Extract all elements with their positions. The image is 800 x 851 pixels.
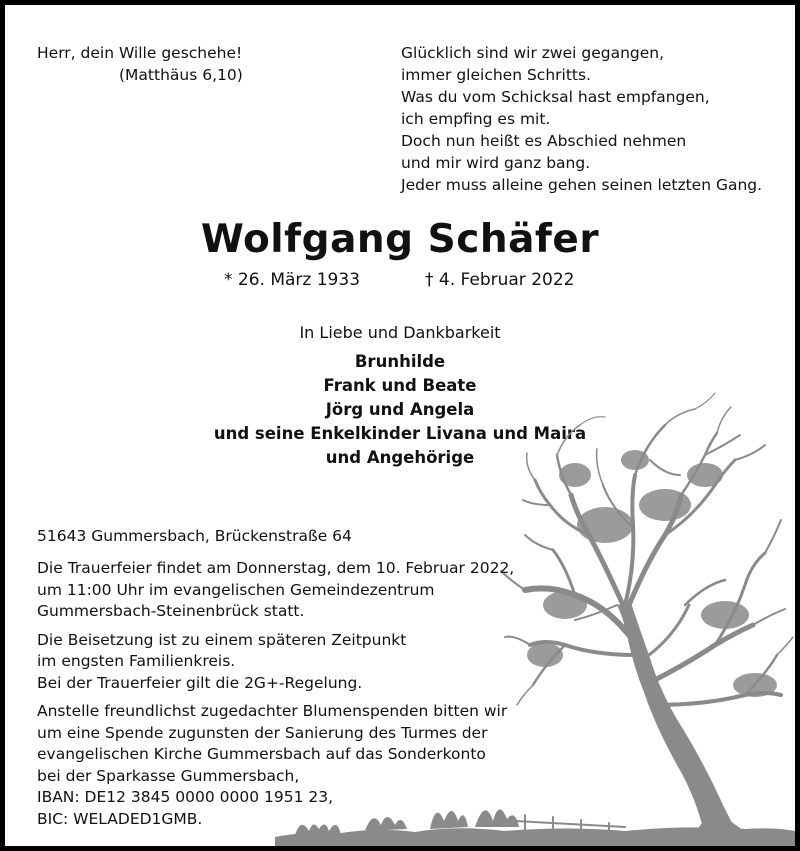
text-line: evangelischen Kirche Gummersbach auf das Sonderkonto bbox=[37, 745, 486, 763]
family-member: und seine Enkelkinder Livana und Maira bbox=[213, 424, 587, 443]
funeral-information bbox=[37, 558, 514, 837]
burial-paragraph bbox=[37, 630, 514, 695]
ceremony-paragraph bbox=[37, 558, 514, 623]
death-date: † 4. Februar 2022 bbox=[425, 270, 575, 290]
text-line: Gummersbach-Steinenbrück statt. bbox=[37, 602, 305, 620]
family-member: und Angehörige bbox=[325, 448, 475, 467]
dedication: In Liebe und Dankbarkeit bbox=[299, 323, 501, 342]
family-member: Jörg und Angela bbox=[325, 400, 475, 419]
poem-line: Was du vom Schicksal hast empfangen, bbox=[401, 88, 710, 106]
family-member: Frank und Beate bbox=[323, 376, 477, 395]
text-line: Bei der Trauerfeier gilt die 2G+-Regelung. bbox=[37, 673, 363, 692]
poem-line: Glücklich sind wir zwei gegangen, bbox=[401, 44, 665, 62]
family-member: Brunhilde bbox=[354, 352, 446, 371]
poem-line: ich empfing es mit. bbox=[401, 110, 551, 128]
text-line: um eine Spende zugunsten der Sanierung des Turmes der bbox=[37, 723, 488, 742]
bic-line: BIC: WELADED1GMB. bbox=[37, 809, 203, 828]
text-line: Die Beisetzung ist zu einem späteren Zeitpunkt bbox=[37, 630, 407, 649]
text-line: im engsten Familienkreis. bbox=[37, 652, 236, 670]
text-line: um 11:00 Uhr im evangelischen Gemeindezentrum bbox=[37, 580, 435, 599]
poem-line: immer gleichen Schritts. bbox=[401, 66, 591, 84]
bible-verse-reference: (Matthäus 6,10) bbox=[119, 66, 243, 84]
poem-line: Jeder muss alleine gehen seinen letzten Gang. bbox=[401, 176, 763, 194]
poem-line: Doch nun heißt es Abschied nehmen bbox=[401, 132, 687, 150]
text-line: Anstelle freundlichst zugedachter Blumenspenden bitten wir bbox=[37, 702, 508, 720]
poem-line: und mir wird ganz bang. bbox=[401, 154, 591, 172]
text-line: Die Trauerfeier findet am Donnerstag, dem 10. Februar 2022, bbox=[37, 559, 515, 577]
text-line: bei der Sparkasse Gummersbach, bbox=[37, 766, 300, 785]
iban-line: IBAN: DE12 3845 0000 0000 1951 23, bbox=[37, 788, 334, 806]
birth-date: * 26. März 1933 bbox=[224, 270, 361, 290]
donation-paragraph bbox=[37, 701, 514, 830]
deceased-name: Wolfgang Schäfer bbox=[200, 217, 600, 262]
bible-verse-text: Herr, dein Wille geschehe! bbox=[37, 44, 243, 62]
address: 51643 Gummersbach, Brückenstraße 64 bbox=[37, 527, 352, 545]
